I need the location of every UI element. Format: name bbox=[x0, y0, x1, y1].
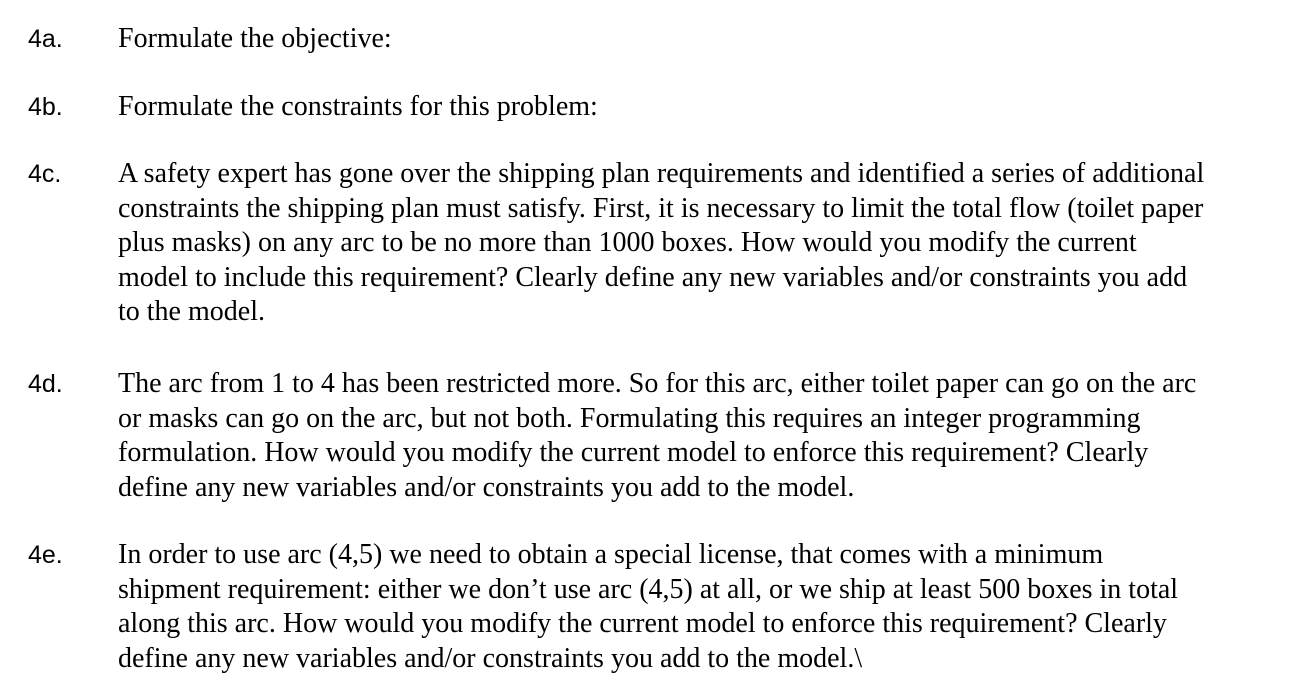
question-number: 4c. bbox=[28, 160, 62, 188]
question-line: Formulate the objective: bbox=[118, 23, 392, 54]
question-line: constraints the shipping plan must satisfy. First, it is necessary to limit the total flow (toilet paper bbox=[118, 192, 1204, 224]
question-line: formulation. How would you modify the current model to enforce this requirement? Clearly bbox=[118, 437, 1149, 469]
question-line: The arc from 1 to 4 has been restricted more. So for this arc, either toilet paper can go on the arc bbox=[118, 368, 1197, 399]
question-line: shipment requirement: either we don’t use arc (4,5) at all, or we ship at least 500 boxes in total bbox=[118, 573, 1179, 605]
question-text bbox=[118, 367, 1298, 505]
question-text bbox=[118, 538, 1298, 676]
question-line: define any new variables and/or constraints you add to the model.\ bbox=[118, 642, 863, 674]
question-text bbox=[118, 90, 1298, 125]
question-line: to the model. bbox=[118, 296, 265, 328]
question-line: A safety expert has gone over the shipping plan requirements and identified a series of additional bbox=[118, 158, 1205, 189]
question-line: define any new variables and/or constraints you add to the model. bbox=[118, 471, 855, 503]
question-number: 4e. bbox=[28, 541, 63, 569]
question-line: Formulate the constraints for this problem: bbox=[118, 91, 598, 122]
question-text bbox=[118, 22, 1298, 57]
question-number: 4b. bbox=[28, 93, 63, 121]
question-text bbox=[118, 157, 1298, 330]
question-line: along this arc. How would you modify the current model to enforce this requirement? Clearly bbox=[118, 608, 1167, 640]
question-line: In order to use arc (4,5) we need to obtain a special license, that comes with a minimum bbox=[118, 539, 1104, 570]
question-line: plus masks) on any arc to be no more than 1000 boxes. How would you modify the current bbox=[118, 227, 1137, 259]
question-line: or masks can go on the arc, but not both. Formulating this requires an integer programming bbox=[118, 402, 1141, 434]
question-number: 4d. bbox=[28, 370, 63, 398]
question-line: model to include this requirement? Clearly define any new variables and/or constraints you add bbox=[118, 261, 1188, 293]
question-number: 4a. bbox=[28, 25, 63, 53]
